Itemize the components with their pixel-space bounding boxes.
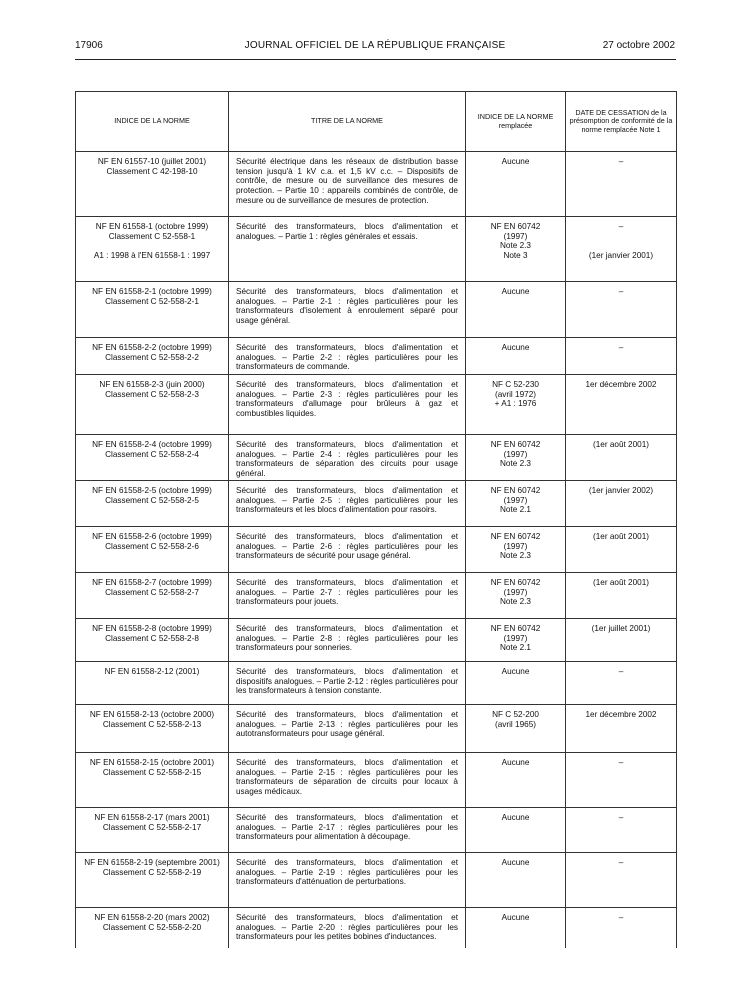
norm-index-line: Classement C 52-558-2-13 bbox=[102, 719, 202, 729]
column-header-titre: TITRE DE LA NORME bbox=[229, 92, 466, 152]
table-row bbox=[76, 527, 677, 573]
replaced-norm-cell bbox=[466, 705, 566, 753]
cessation-date: – bbox=[618, 667, 624, 676]
norm-index-line: NF EN 61557-10 (juillet 2001) bbox=[97, 157, 207, 166]
replaced-norm-line: Note 2.1 bbox=[500, 643, 531, 653]
norm-index-line: Classement C 52-558-2-19 bbox=[102, 867, 202, 877]
cessation-date-cell bbox=[566, 152, 677, 217]
table-row bbox=[76, 282, 677, 338]
replaced-norm-line: Aucune bbox=[501, 157, 530, 166]
cessation-date-cell bbox=[566, 573, 677, 619]
cessation-date: 1er décembre 2002 bbox=[585, 380, 657, 389]
norm-title: Sécurité des transformateurs, blocs d'alimentation et analogues. – Partie 2-6 : règles particulières pour les transformateurs de sécurité pour usage général. bbox=[236, 532, 458, 561]
cessation-date-cell bbox=[566, 282, 677, 338]
replaced-norm-line: NF C 52-200 bbox=[492, 710, 539, 719]
cessation-date-cell bbox=[566, 527, 677, 573]
cessation-date-cell bbox=[566, 908, 677, 948]
norm-title: Sécurité des transformateurs, blocs d'alimentation et analogues. – Partie 2-2 : règles particulières pour les transformateurs de commande. bbox=[236, 343, 458, 372]
replaced-norm-line: (1997) bbox=[503, 633, 528, 643]
norm-index-line: Classement C 52-558-2-4 bbox=[105, 449, 199, 459]
cessation-date-cell bbox=[566, 481, 677, 527]
table-row bbox=[76, 573, 677, 619]
header-rule bbox=[75, 59, 676, 60]
norm-index-line: NF EN 61558-2-15 (octobre 2001) bbox=[89, 758, 215, 767]
norm-title-cell bbox=[229, 282, 466, 338]
norm-index-cell bbox=[76, 908, 229, 948]
replaced-norm-line: NF EN 60742 bbox=[490, 486, 541, 495]
norm-index-line: NF EN 61558-2-1 (octobre 1999) bbox=[92, 287, 212, 296]
norm-index-line: Classement C 52-558-2-5 bbox=[105, 495, 199, 505]
norm-title-cell bbox=[229, 808, 466, 853]
norm-index-cell bbox=[76, 375, 229, 435]
replaced-norm-cell bbox=[466, 282, 566, 338]
table-row bbox=[76, 619, 677, 662]
norm-index-line: NF EN 61558-2-5 (octobre 1999) bbox=[92, 486, 212, 495]
norm-title: Sécurité des transformateurs, blocs d'alimentation et analogues. – Partie 2-17 : règles particulières pour les transformateurs pour alimentation à découpage. bbox=[236, 813, 458, 842]
replaced-norm-cell bbox=[466, 527, 566, 573]
norm-title-cell bbox=[229, 375, 466, 435]
norm-index-cell bbox=[76, 808, 229, 853]
norm-title-cell bbox=[229, 705, 466, 753]
cessation-date: (1er août 2001) bbox=[593, 578, 649, 587]
replaced-norm-line: Note 2.3 bbox=[500, 241, 531, 251]
cessation-date-cell bbox=[566, 662, 677, 705]
replaced-norm-cell bbox=[466, 619, 566, 662]
norm-index-cell bbox=[76, 338, 229, 375]
norm-index-line: NF EN 61558-2-4 (octobre 1999) bbox=[92, 440, 212, 449]
norm-index-line: Classement C 52-558-2-7 bbox=[105, 587, 199, 597]
norm-index-cell bbox=[76, 753, 229, 808]
norm-title: Sécurité des transformateurs, blocs d'alimentation et dispositifs analogues. – Partie 2-12 : règles particulières pour les transformateurs à tension constante. bbox=[236, 667, 458, 696]
cessation-date: (1er août 2001) bbox=[593, 532, 649, 541]
norm-title-cell bbox=[229, 435, 466, 481]
cessation-date: (1er juillet 2001) bbox=[591, 624, 651, 633]
replaced-norm-line: (1997) bbox=[503, 587, 528, 597]
page-number: 17906 bbox=[75, 40, 103, 51]
norm-index-line: Classement C 52-558-1 bbox=[108, 231, 196, 241]
norm-index-line: NF EN 61558-2-8 (octobre 1999) bbox=[92, 624, 212, 633]
replaced-norm-cell bbox=[466, 853, 566, 908]
norm-title: Sécurité des transformateurs, blocs d'alimentation et analogues. – Partie 2-20 : règles particulières pour les transformateurs pour les petites bobines d'inductances. bbox=[236, 913, 458, 942]
column-header-date-cessation: DATE DE CESSATION de la présomption de conformité de la norme remplacée Note 1 bbox=[566, 92, 677, 152]
replaced-norm-cell bbox=[466, 375, 566, 435]
replaced-norm-line: (1997) bbox=[503, 449, 528, 459]
replaced-norm-line: Aucune bbox=[501, 287, 530, 296]
table-row bbox=[76, 753, 677, 808]
norm-index-cell bbox=[76, 152, 229, 217]
table-row bbox=[76, 435, 677, 481]
norm-title: Sécurité électrique dans les réseaux de distribution basse tension jusqu'à 1 kV c.a. et 1,5 kV c.c. – Dispositifs de contrôle, de mesure ou de surveillance des mesures de protection. – Partie 10 : appareils combinés de contrôle, de mesure ou de surveillance de mesures de protection. bbox=[236, 157, 458, 205]
table-row bbox=[76, 908, 677, 948]
norm-index-line: Classement C 52-558-2-15 bbox=[102, 767, 202, 777]
replaced-norm-line: NF EN 60742 bbox=[490, 440, 541, 449]
norm-index-line: Classement C 52-558-2-3 bbox=[105, 389, 199, 399]
norm-index-cell bbox=[76, 527, 229, 573]
norm-index-line: Classement C 52-558-2-1 bbox=[105, 296, 199, 306]
cessation-date: – bbox=[618, 858, 624, 867]
replaced-norm-line: (1997) bbox=[503, 495, 528, 505]
norm-index-line: Classement C 52-558-2-2 bbox=[105, 352, 199, 362]
cessation-date: – bbox=[618, 813, 624, 822]
replaced-norm-line: Aucune bbox=[501, 813, 530, 822]
replaced-norm-cell bbox=[466, 217, 566, 282]
replaced-norm-line: Aucune bbox=[501, 858, 530, 867]
table-header-row bbox=[76, 92, 677, 152]
cessation-date-cell bbox=[566, 338, 677, 375]
table-row bbox=[76, 338, 677, 375]
journal-title: JOURNAL OFFICIEL DE LA RÉPUBLIQUE FRANÇAISE bbox=[244, 40, 506, 51]
norm-title-cell bbox=[229, 338, 466, 375]
cessation-date: – bbox=[618, 343, 624, 352]
norm-index-line: NF EN 61558-1 (octobre 1999) bbox=[95, 222, 209, 231]
norm-index-line: NF EN 61558-2-17 (mars 2001) bbox=[94, 813, 210, 822]
cessation-date-cell bbox=[566, 808, 677, 853]
norm-title: Sécurité des transformateurs, blocs d'alimentation et analogues. – Partie 2-1 : règles particulières pour les transformateurs d'isolement à enroulement séparé pour usage général. bbox=[236, 287, 458, 326]
cessation-date-cell bbox=[566, 753, 677, 808]
norm-title-cell bbox=[229, 853, 466, 908]
norm-title: Sécurité des transformateurs, blocs d'alimentation et analogues. – Partie 2-3 : règles particulières pour les transformateurs d'allumage pour brûleurs à gaz et combustibles liquides. bbox=[236, 380, 458, 419]
norm-title: Sécurité des transformateurs, blocs d'alimentation et analogues. – Partie 2-5 : règles particulières pour les transformateurs et les blocs d'alimentation pour rasoirs. bbox=[236, 486, 458, 515]
norm-title: Sécurité des transformateurs, blocs d'alimentation et analogues. – Partie 2-13 : règles particulières pour les autotransformateurs pour usage général. bbox=[236, 710, 458, 739]
norm-index-cell bbox=[76, 853, 229, 908]
norm-title-cell bbox=[229, 481, 466, 527]
norm-title: Sécurité des transformateurs, blocs d'alimentation et analogues. – Partie 2-15 : règles particulières pour les transformateurs de séparation de circuits pour locaux à usages médicaux. bbox=[236, 758, 458, 797]
norm-index-cell bbox=[76, 435, 229, 481]
table-row bbox=[76, 217, 677, 282]
table-row bbox=[76, 808, 677, 853]
replaced-norm-cell bbox=[466, 338, 566, 375]
table-row bbox=[76, 705, 677, 753]
norm-index-line: Classement C 42-198-10 bbox=[106, 166, 198, 176]
cessation-date: 1er décembre 2002 bbox=[585, 710, 657, 719]
column-header-remplacee: INDICE DE LA NORME remplacée bbox=[466, 92, 566, 152]
column-header-indice: INDICE DE LA NORME bbox=[76, 92, 229, 152]
norm-index-line: NF EN 61558-2-19 (septembre 2001) bbox=[84, 858, 220, 867]
replaced-norm-line: Aucune bbox=[501, 667, 530, 676]
norm-index-line: Classement C 52-558-2-6 bbox=[105, 541, 199, 551]
replaced-norm-cell bbox=[466, 573, 566, 619]
replaced-norm-cell bbox=[466, 152, 566, 217]
norm-title-cell bbox=[229, 152, 466, 217]
replaced-norm-cell bbox=[466, 908, 566, 948]
replaced-norm-line: Note 2.3 bbox=[500, 459, 531, 469]
table-row bbox=[76, 662, 677, 705]
issue-date: 27 octobre 2002 bbox=[602, 40, 675, 51]
norm-title-cell bbox=[229, 217, 466, 282]
replaced-norm-cell bbox=[466, 435, 566, 481]
cessation-date-cell bbox=[566, 435, 677, 481]
replaced-norm-line: (avril 1972) bbox=[495, 389, 536, 399]
cessation-date: – bbox=[618, 758, 624, 767]
norm-index-cell bbox=[76, 282, 229, 338]
amendment-line: A1 : 1998 à l'EN 61558-1 : 1997 bbox=[93, 251, 211, 261]
table-row bbox=[76, 853, 677, 908]
norm-index-cell bbox=[76, 217, 229, 282]
norm-index-line: NF EN 61558-2-12 (2001) bbox=[104, 667, 200, 676]
norm-title-cell bbox=[229, 573, 466, 619]
norm-index-cell bbox=[76, 662, 229, 705]
cessation-date: – bbox=[618, 157, 624, 166]
cessation-date-cell bbox=[566, 375, 677, 435]
replaced-norm-cell bbox=[466, 808, 566, 853]
cessation-date: – bbox=[618, 913, 624, 922]
norm-title: Sécurité des transformateurs, blocs d'alimentation et analogues. – Partie 2-8 : règles particulières pour les transformateurs pour sonneries. bbox=[236, 624, 458, 653]
norm-index-line: NF EN 61558-2-2 (octobre 1999) bbox=[92, 343, 212, 352]
cessation-date-cell bbox=[566, 619, 677, 662]
table-row bbox=[76, 375, 677, 435]
norm-index-cell bbox=[76, 619, 229, 662]
replaced-norm-cell bbox=[466, 662, 566, 705]
replaced-norm-line: (1997) bbox=[503, 231, 528, 241]
norm-index-line: Classement C 52-558-2-17 bbox=[102, 822, 202, 832]
replaced-norm-line: NF EN 60742 bbox=[490, 578, 541, 587]
cessation-date-amendment: (1er janvier 2001) bbox=[588, 250, 654, 260]
cessation-date: (1er janvier 2002) bbox=[588, 486, 654, 495]
norm-index-line: Classement C 52-558-2-20 bbox=[102, 922, 202, 932]
table-row bbox=[76, 481, 677, 527]
replaced-norm-line: (1997) bbox=[503, 541, 528, 551]
cessation-date: – bbox=[618, 222, 624, 231]
cessation-date: – bbox=[618, 287, 624, 296]
norm-index-cell bbox=[76, 481, 229, 527]
table-row bbox=[76, 152, 677, 217]
norm-index-line: NF EN 61558-2-3 (juin 2000) bbox=[99, 380, 205, 389]
norm-title-cell bbox=[229, 527, 466, 573]
norm-title: Sécurité des transformateurs, blocs d'alimentation et analogues. – Partie 1 : règles générales et essais. bbox=[236, 222, 458, 241]
replaced-norm-line: NF EN 60742 bbox=[490, 624, 541, 633]
norm-title: Sécurité des transformateurs, blocs d'alimentation et analogues. – Partie 2-4 : règles particulières pour les transformateurs de séparation des circuits pour usage général. bbox=[236, 440, 458, 479]
replaced-norm-line: Aucune bbox=[501, 758, 530, 767]
page-header bbox=[75, 40, 675, 56]
cessation-date-cell bbox=[566, 217, 677, 282]
norm-index-cell bbox=[76, 573, 229, 619]
norm-index-cell bbox=[76, 705, 229, 753]
norm-title-cell bbox=[229, 908, 466, 948]
replaced-norm-line: Note 2.3 bbox=[500, 551, 531, 561]
norm-index-line: NF EN 61558-2-13 (octobre 2000) bbox=[89, 710, 215, 719]
standards-table bbox=[75, 91, 677, 948]
replaced-norm-line: + A1 : 1976 bbox=[494, 399, 537, 409]
norm-title: Sécurité des transformateurs, blocs d'alimentation et analogues. – Partie 2-19 : règles particulières pour les transformateurs d'atténuation de perturbations. bbox=[236, 858, 458, 887]
norm-index-line: Classement C 52-558-2-8 bbox=[105, 633, 199, 643]
replaced-norm-line: Note 2.3 bbox=[500, 597, 531, 607]
norm-index-line: NF EN 61558-2-6 (octobre 1999) bbox=[92, 532, 212, 541]
replaced-norm-line: NF C 52-230 bbox=[492, 380, 539, 389]
cessation-date: (1er août 2001) bbox=[593, 440, 649, 449]
replaced-norm-line: NF EN 60742 bbox=[490, 222, 541, 231]
replaced-norm-line: (avril 1965) bbox=[495, 719, 536, 729]
replaced-norm-cell bbox=[466, 481, 566, 527]
replaced-norm-line: Aucune bbox=[501, 913, 530, 922]
replaced-norm-cell bbox=[466, 753, 566, 808]
norm-title: Sécurité des transformateurs, blocs d'alimentation et analogues. – Partie 2-7 : règles particulières pour les transformateurs pour jouets. bbox=[236, 578, 458, 607]
norm-index-line: NF EN 61558-2-20 (mars 2002) bbox=[94, 913, 210, 922]
norm-title-cell bbox=[229, 619, 466, 662]
norm-title-cell bbox=[229, 662, 466, 705]
norm-title-cell bbox=[229, 753, 466, 808]
replaced-norm-line: NF EN 60742 bbox=[490, 532, 541, 541]
replaced-norm-line: Note 2.1 bbox=[500, 505, 531, 515]
norm-index-line: NF EN 61558-2-7 (octobre 1999) bbox=[92, 578, 212, 587]
replaced-norm-amendment: Note 3 bbox=[503, 251, 528, 261]
cessation-date-cell bbox=[566, 705, 677, 753]
replaced-norm-line: Aucune bbox=[501, 343, 530, 352]
cessation-date-cell bbox=[566, 853, 677, 908]
